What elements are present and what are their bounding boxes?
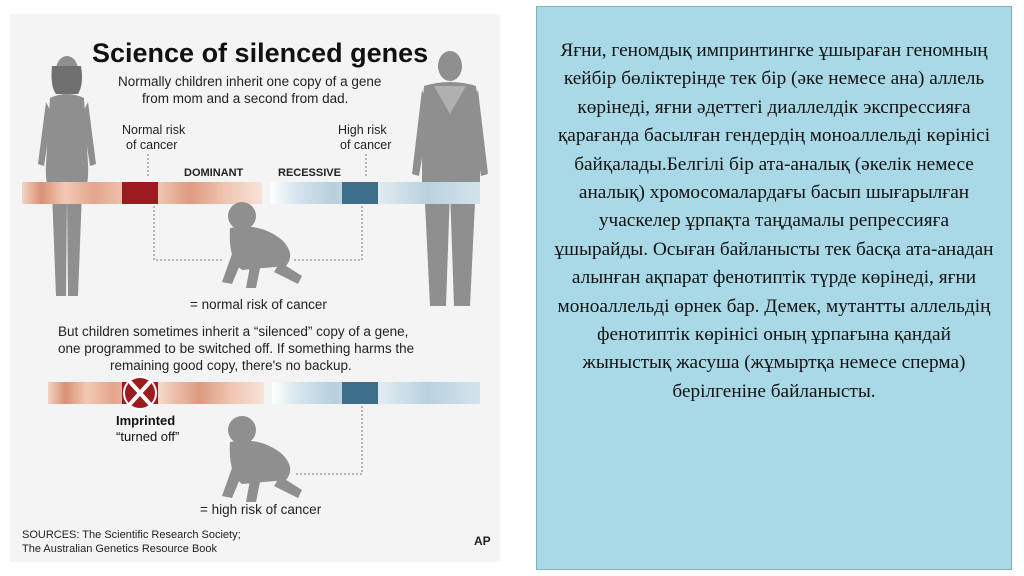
sources-line-2: The Australian Genetics Resource Book — [22, 543, 218, 555]
gene-silencing-diagram — [10, 14, 500, 562]
baby-figure-icon — [222, 202, 302, 288]
diagram-title: Science of silenced genes — [92, 38, 429, 68]
recessive-label: RECESSIVE — [278, 167, 341, 179]
dominant-label: DOMINANT — [184, 167, 244, 179]
mother-figure-icon — [38, 56, 96, 296]
silenced-line-1: But children sometimes inherit a “silenced” copy of a gene, — [58, 324, 409, 339]
intro-line-1: Normally children inherit one copy of a gene — [118, 74, 382, 89]
silenced-line-3: remaining good copy, there's no backup. — [110, 358, 352, 373]
normal-risk-label-1: Normal risk — [122, 123, 186, 137]
silenced-cross-icon — [124, 377, 156, 409]
silenced-line-2: one programmed to be switched off. If something harms the — [58, 341, 415, 356]
high-risk-label-1: High risk — [338, 123, 387, 137]
sources-line-1: SOURCES: The Scientific Research Society; — [22, 529, 241, 541]
dominant-allele — [122, 182, 158, 204]
ap-credit: AP — [474, 534, 491, 548]
normal-risk-result: = normal risk of cancer — [190, 297, 327, 312]
recessive-allele — [342, 182, 378, 204]
baby-figure-icon — [222, 416, 302, 502]
turned-off-label: “turned off” — [116, 429, 180, 444]
high-risk-result: = high risk of cancer — [200, 502, 322, 517]
imprinted-label: Imprinted — [116, 413, 176, 428]
remaining-allele — [342, 382, 378, 404]
father-figure-icon — [412, 51, 488, 306]
intro-line-2: from mom and a second from dad. — [142, 91, 349, 106]
normal-risk-label-2: of cancer — [126, 138, 178, 152]
high-risk-label-2: of cancer — [340, 138, 392, 152]
explanation-text: Яғни, геномдық импринтингке ұшыраған геномның кейбір бөліктерінде тек бір (әке немесе ана) аллель көрінеді, яғни әдеттегі диаллелдік экспрессияға қарағанда басылған гендердің моноаллельді көрінісі байқалады.Белгілі бір ата-аналық (әкелік немесе аналық) хромосомалардағы басып шығарылған учаскелер ұрпақта таңдамалы репрессияға ұшырайды. Осыған байланысты тек басқа ата-анадан алынған ақпарат фенотиптік түрде көрінеді, яғни моноаллельді өрнек бар. Демек, мутантты аллельдің фенотиптік көрінісі оның ұрпағына қандай жыныстық жасуша (жұмыртқа немесе сперма) берілгеніне байланысты. — [554, 40, 994, 402]
explanation-panel — [536, 6, 1012, 570]
